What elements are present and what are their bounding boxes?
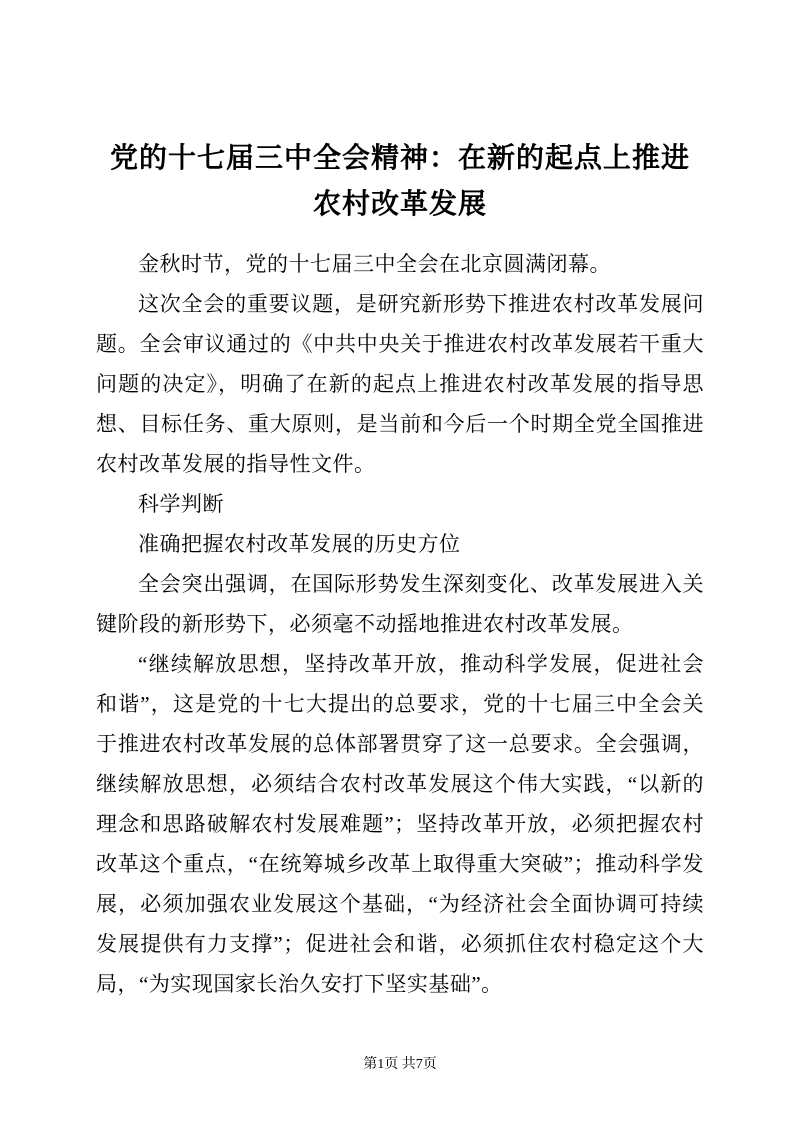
page-number: 第1页 共7页 (363, 1057, 437, 1072)
paragraph-heading-position: 准确把握农村改革发展的历史方位 (138, 532, 461, 556)
paragraph-emphasis: 全会突出强调，在国际形势发生深刻变化、改革发展进入关键阶段的新形势下，必须毫不动摇地推进农村改革发展。 (96, 572, 704, 636)
page-footer (0, 1053, 800, 1073)
paragraph-decision: 这次全会的重要议题，是研究新形势下推进农村改革发展问题。全会审议通过的《中共中央关于推进农村改革发展若干重大问题的决定》，明确了在新的起点上推进农村改革发展的指导思想、目标任务、重大原则，是当前和今后一个时期全党全国推进农村改革发展的指导性文件。 (96, 292, 704, 476)
paragraph-requirements: “继续解放思想，坚持改革开放，推动科学发展，促进社会和谐”，这是党的十七大提出的总要求，党的十七届三中全会关于推进农村改革发展的总体部署贯穿了这一总要求。全会强调，继续解放思想，必须结合农村改革发展这个伟大实践，“以新的理念和思路破解农村发展难题”；坚持改革开放，必须把握农村改革这个重点，“在统筹城乡改革上取得重大突破”；推动科学发展，必须加强农业发展这个基础，“为经济社会全面协调可持续发展提供有力支撑”；促进社会和谐，必须抓住农村稳定这个大局，“为实现国家长治久安打下坚实基础”。 (96, 652, 704, 996)
document-title: 党的十七届三中全会精神：在新的起点上推进农村改革发展 (109, 143, 690, 220)
paragraph-heading-judgement: 科学判断 (138, 492, 224, 516)
paragraph-intro: 金秋时节，党的十七届三中全会在北京圆满闭幕。 (138, 252, 611, 276)
